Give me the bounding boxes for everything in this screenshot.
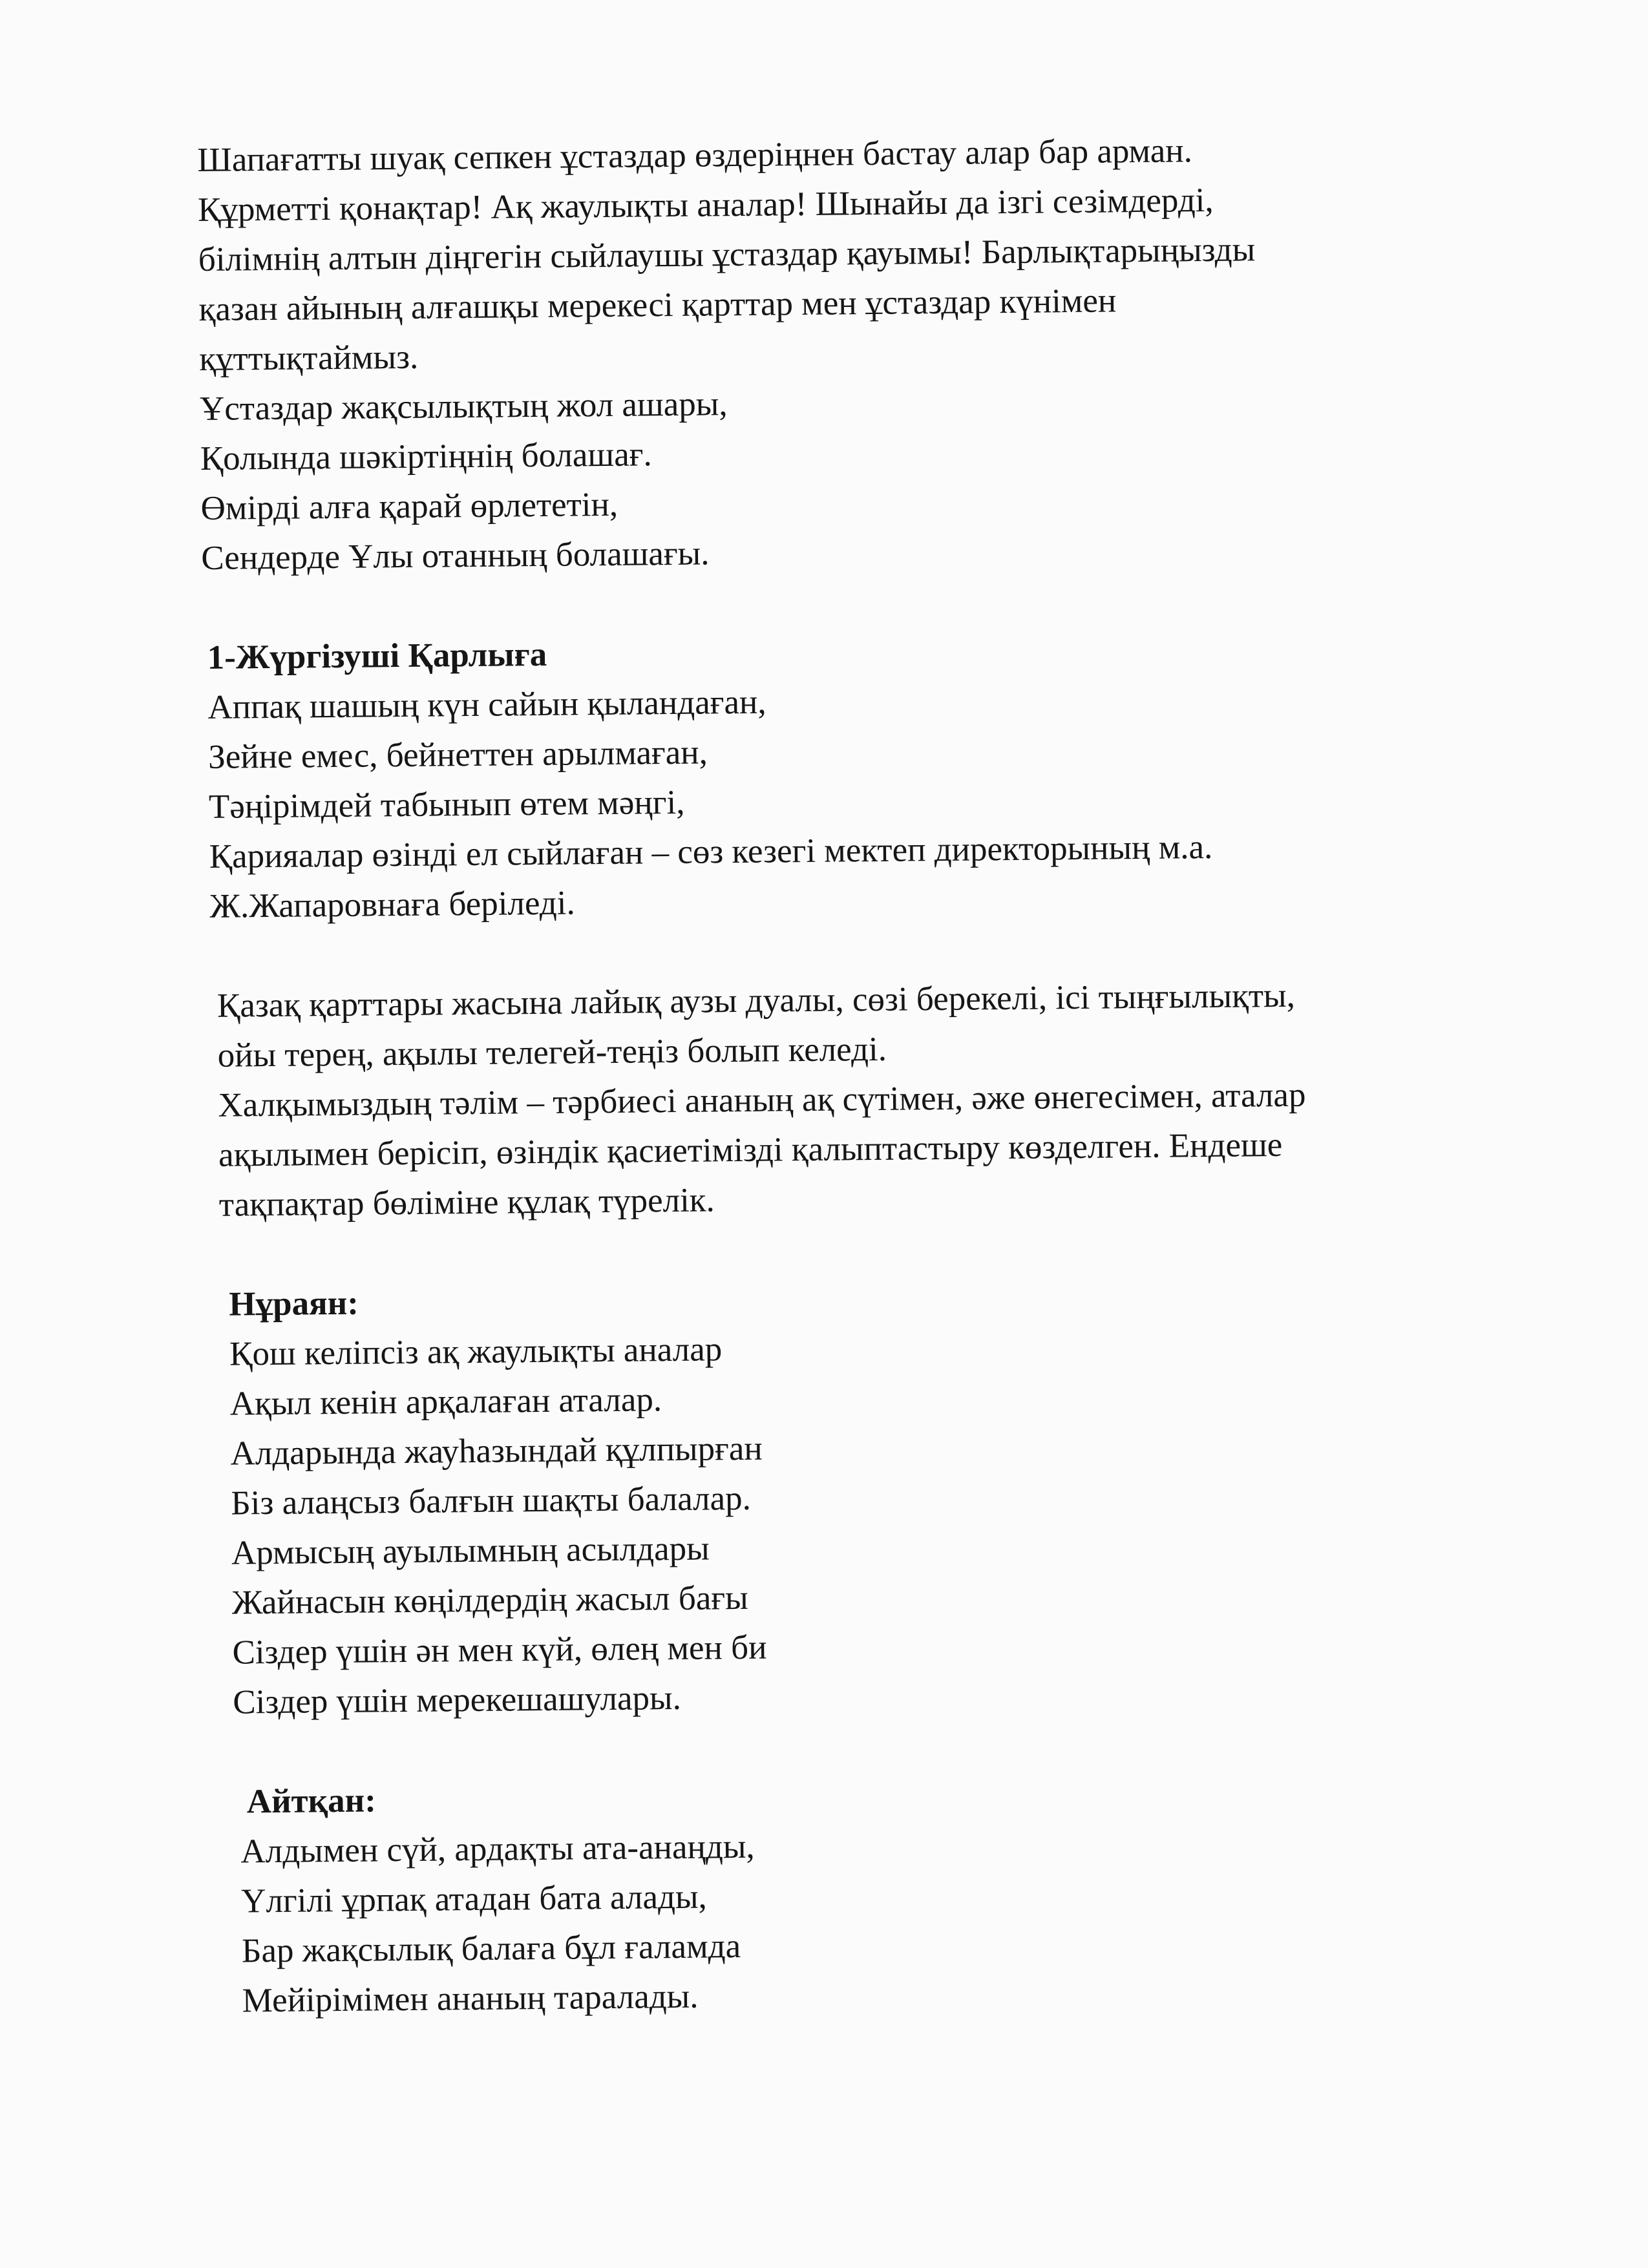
nuraiyn-line: Жайнасын көңілдердің жасыл бағы	[231, 1579, 748, 1622]
intro-line: білімнің алтын діңгегін сыйлаушы ұстаздар қауымы! Барлықтарыңызды	[198, 231, 1256, 278]
section-heading-karlyga: 1-Жүргізуші Қарлыға	[207, 635, 547, 677]
intro-poem-line: Өмірді алға қарай өрлететін,	[200, 485, 618, 527]
nuraiyn-line: Қош келіпсіз ақ жаулықты аналар	[229, 1330, 723, 1373]
intro-line: қазан айының алғашқы мерекесі қарттар мен ұстаздар күнімен	[198, 282, 1117, 328]
intro-poem-line: Сендерде Ұлы отанның болашағы.	[200, 534, 710, 577]
intro-line: құттықтаймыз.	[199, 338, 419, 378]
aitkan-line: Мейірімімен ананың таралады.	[242, 1977, 699, 2020]
paragraph2-line: Қазақ қарттары жасына лайық аузы дуалы, сөзі берекелі, ісі тыңғылықты,	[217, 976, 1296, 1025]
paragraph2-line: ақылымен берісіп, өзіндік қасиетімізді қалыптастыру көзделген. Ендеше	[218, 1126, 1283, 1174]
nuraiyn-line: Біз алаңсыз балғын шақты балалар.	[231, 1479, 752, 1522]
section1-line: Ж.Жапаровнаға беріледі.	[209, 884, 575, 925]
paragraph2-line: Халқымыздың тәлім – тәрбиесі ананың ақ сүтімен, әже өнегесімен, аталар	[218, 1076, 1306, 1124]
nuraiyn-line: Сіздер үшін мерекешашулары.	[232, 1679, 682, 1721]
intro-poem-line: Қолында шәкіртіңнің болашағ.	[200, 436, 652, 478]
aitkan-line: Бар жақсылық балаға бұл ғаламда	[241, 1927, 741, 1970]
intro-line: Құрметті қонақтар! Ақ жаулықты аналар! Шынайы да ізгі сезімдерді,	[197, 181, 1214, 229]
section1-line: Тәңірімдей табынып өтем мәңгі,	[208, 783, 685, 826]
aitkan-line: Алдымен сүй, ардақты ата-анаңды,	[240, 1827, 755, 1871]
nuraiyn-line: Сіздер үшін ән мен күй, өлең мен би	[232, 1628, 767, 1672]
intro-poem-line: Ұстаздар жақсылықтың жол ашары,	[199, 385, 728, 428]
section1-line: Аппақ шашың күн сайын қыландаған,	[207, 683, 766, 726]
intro-line: Шапағатты шуақ сепкен ұстаздар өздеріңнен бастау алар бар арман.	[197, 132, 1193, 179]
nuraiyn-line: Ақыл кенін арқалаған аталар.	[229, 1381, 662, 1423]
paragraph2-line: ойы терең, ақылы телегей-теңіз болып келеді.	[217, 1030, 887, 1075]
nuraiyn-line: Алдарында жауһазындай құлпырған	[230, 1429, 763, 1473]
nuraiyn-line: Армысың ауылымның асылдары	[231, 1529, 710, 1572]
aitkan-line: Үлгілі ұрпақ атадан бата алады,	[240, 1878, 708, 1920]
section-heading-nuraiyn: Нұраян:	[229, 1284, 359, 1323]
document-body	[197, 123, 1508, 2026]
section1-line: Зейне емес, бейнеттен арылмаған,	[207, 733, 708, 776]
section1-line: Қарияалар өзінді ел сыйлаған – сөз кезегі мектеп директорының м.а.	[209, 828, 1213, 876]
paragraph2-line: тақпақтар бөліміне құлақ түрелік.	[218, 1181, 715, 1224]
section-heading-aitkan: Айтқан:	[246, 1781, 377, 1821]
